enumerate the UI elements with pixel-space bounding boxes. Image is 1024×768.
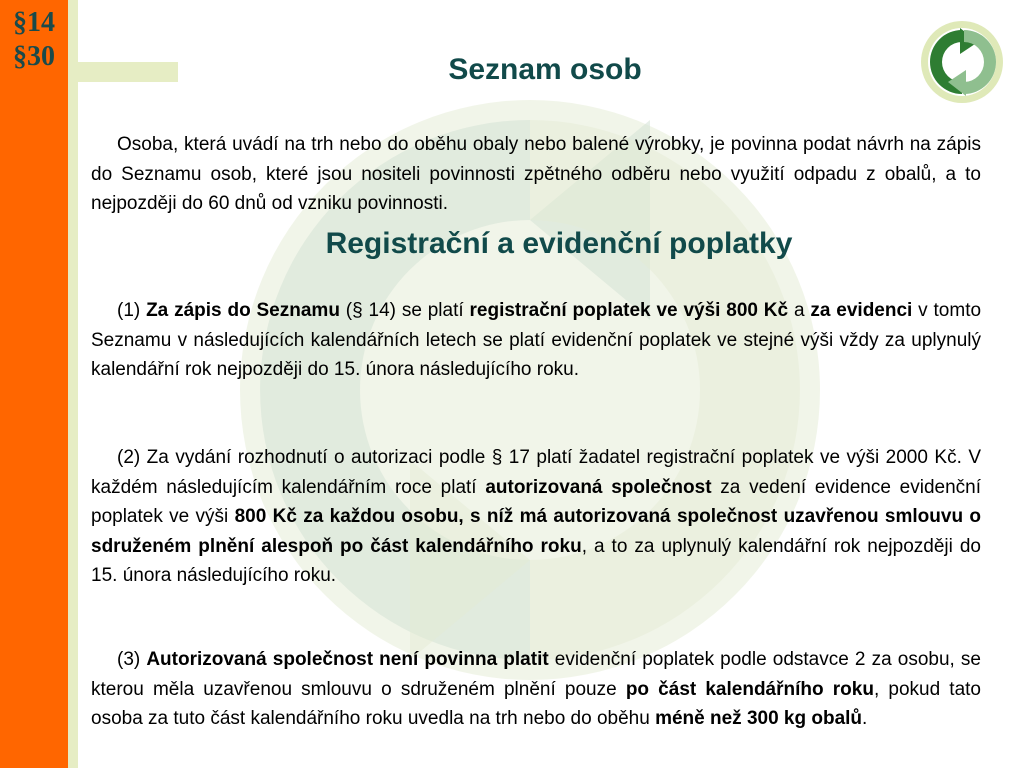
para3-text-2: evidenční poplatek podle odstavce 2 za osobu, se kterou měla uzavřenou smlouvu o sdruženém plnění pouze [91, 649, 981, 700]
para3-bold-2: po část kalendářního roku [625, 678, 874, 700]
para1-text-4: v tomto Seznamu v následujících kalendářních letech se platí evidenční poplatek ve stejné výši vždy za uplynulý kalendářní rok nejpozději do 15. února následujícího roku. [91, 300, 982, 380]
para1-bold-2: registrační poplatek ve výši 800 Kč [469, 300, 789, 321]
section-heading: Registrační a evidenční poplatky [325, 227, 793, 260]
para2-text-2: za vedení evidence evidenční poplatek ve výši [91, 476, 981, 527]
para2-bold-1: autorizovaná společnost [485, 476, 712, 498]
para1-text-3: a [788, 300, 811, 321]
para2-bold-2: 800 Kč za každou osobu, s níž má autorizovaná společnost uzavřenou smlouvu o sdruženém plnění alespoň po část kalendářního roku [91, 506, 981, 557]
para2-text-1: (2) Za vydání rozhodnutí o autorizaci podle § 17 platí žadatel registrační poplatek ve výši 2000 Kč. V každém následujícím kalendářním roce platí [91, 447, 981, 498]
para1-bold-1: Za zápis do Seznamu [146, 300, 340, 321]
para1-bold-3: za evidenci [810, 300, 913, 321]
para2-text-3: , a to za uplynulý kalendářní rok nejpozději do 15. února následujícího roku. [91, 535, 981, 586]
para1-text-2: (§ 14) se platí [339, 300, 470, 321]
para3-text-3: , pokud tato osoba za tuto část kalendářního roku uvedla na trh nebo do oběhu [91, 678, 982, 729]
para3-text-4: . [862, 708, 868, 729]
section-label-14: §14 [13, 7, 55, 38]
paragraph-1 [91, 296, 981, 385]
para3-bold-1: Autorizovaná společnost není povinna platit [146, 649, 549, 670]
paragraph-3 [91, 645, 981, 734]
page-title: Seznam osob [448, 53, 642, 86]
para3-bold-3: méně než 300 kg obalů [655, 708, 863, 729]
para3-text-1: (3) [117, 649, 147, 670]
para1-text-1: (1) [117, 300, 147, 321]
paragraph-2 [91, 443, 981, 591]
section-label-30: §30 [13, 41, 55, 72]
intro-paragraph: Osoba, která uvádí na trh nebo do oběhu obaly nebo balené výrobky, je povinna podat návrh na zápis do Seznamu osob, které jsou nositeli povinnosti zpětného odběru nebo využití odpadu z obalů, a to nejpozději do 60 dnů od vzniku povinnosti. [91, 134, 981, 214]
